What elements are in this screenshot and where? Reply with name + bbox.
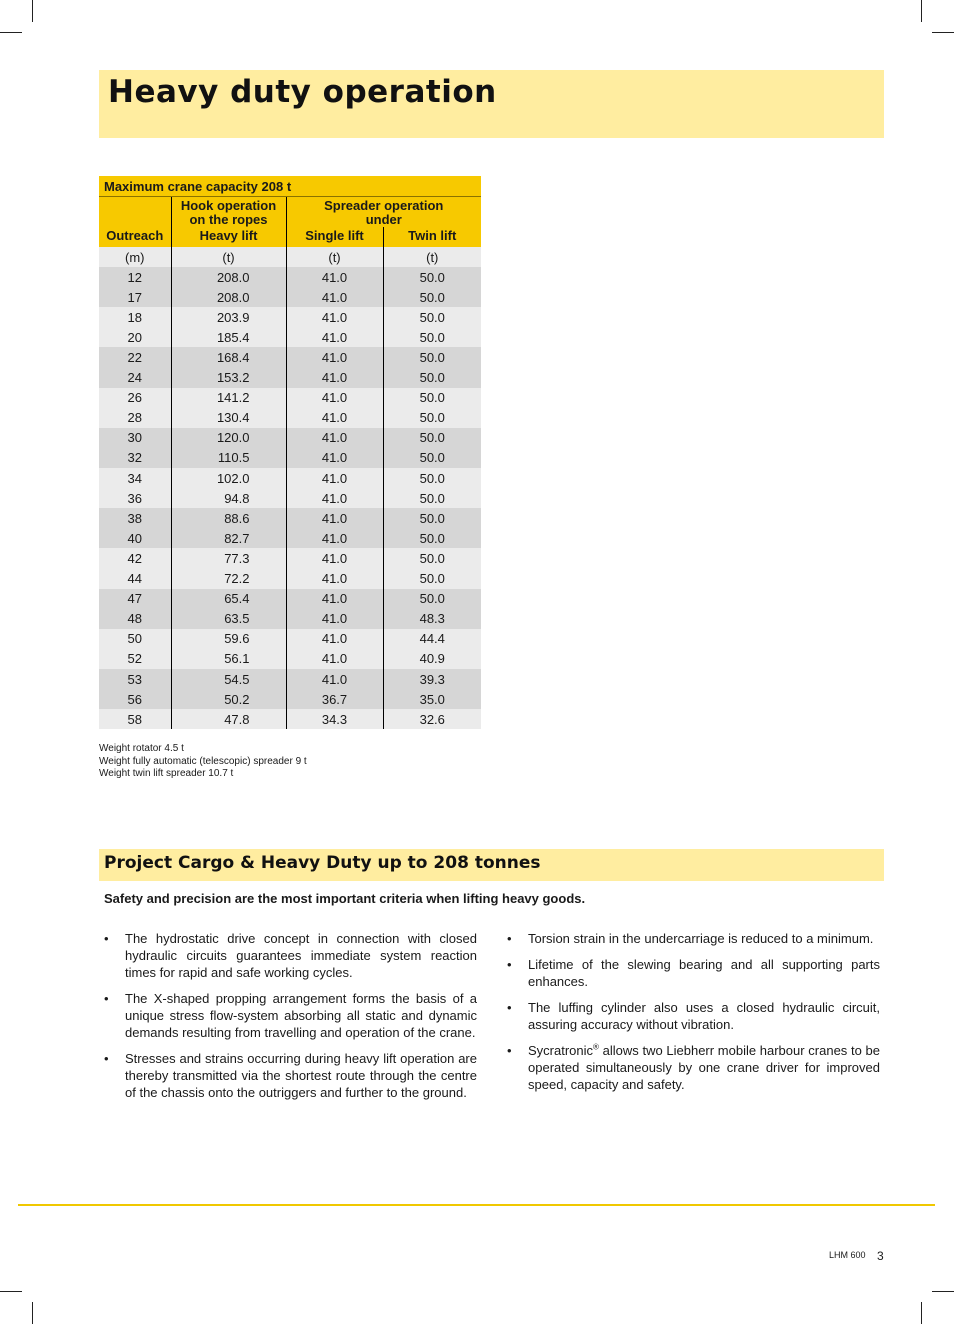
table-cell: 41.0 [286, 669, 383, 689]
table-caption: Maximum crane capacity 208 t [99, 176, 481, 197]
table-cell: 50.0 [383, 267, 481, 287]
table-cell: 40.9 [383, 649, 481, 669]
table-cell: 38 [99, 508, 171, 528]
page-title: Heavy duty operation [108, 74, 497, 110]
table-row [99, 609, 481, 629]
heavy-lift-value: 153.2 [216, 370, 250, 386]
heavy-lift-value: 72.2 [224, 571, 250, 587]
intro-text: Safety and precision are the most important criteria when lifting heavy goods. [104, 891, 586, 906]
list-item: • Torsion strain in the undercarriage is reduced to a minimum. [507, 930, 880, 947]
table-cell: 28 [99, 408, 171, 428]
table-cell [171, 709, 286, 729]
registered-mark: ® [593, 1042, 599, 1052]
table-cell [171, 609, 286, 629]
table-cell [171, 267, 286, 287]
table-cell [171, 548, 286, 568]
heavy-lift-value: 50.2 [224, 691, 250, 707]
table-row [99, 388, 481, 408]
table-cell: 50.0 [383, 428, 481, 448]
table-cell: 50.0 [383, 327, 481, 347]
table-cell: 58 [99, 709, 171, 729]
table-cell: 41.0 [286, 468, 383, 488]
table-cell: 56 [99, 689, 171, 709]
note-line: Weight twin lift spreader 10.7 t [99, 768, 234, 780]
table-cell [171, 327, 286, 347]
crop-mark [32, 1302, 33, 1324]
table-row [99, 528, 481, 548]
table-cell [171, 629, 286, 649]
table-cell: 26 [99, 388, 171, 408]
table-row [99, 307, 481, 327]
table-cell: 41.0 [286, 307, 383, 327]
table-cell: 41.0 [286, 368, 383, 388]
title-band [99, 70, 884, 138]
table-cell: 41.0 [286, 287, 383, 307]
table-cell: 24 [99, 368, 171, 388]
crop-mark [921, 0, 922, 22]
heavy-lift-value: 168.4 [216, 350, 250, 366]
table-cell: 41.0 [286, 488, 383, 508]
table-cell: 18 [99, 307, 171, 327]
crop-mark [0, 1291, 22, 1292]
list-item: • The hydrostatic drive concept in connection with closed hydraulic circuits guarantees immediate system reaction times for rapid and safe working cycles. [104, 930, 477, 981]
table-cell: 41.0 [286, 508, 383, 528]
table-cell [171, 307, 286, 327]
page-number: 3 [877, 1249, 884, 1263]
section-title: Project Cargo & Heavy Duty up to 208 tonnes [104, 853, 541, 873]
crop-mark [32, 0, 33, 22]
table-cell [171, 508, 286, 528]
table-cell: 36 [99, 488, 171, 508]
table-cell [171, 488, 286, 508]
table-cell: 34.3 [286, 709, 383, 729]
table-cell: 41.0 [286, 548, 383, 568]
heavy-lift-value: 110.5 [217, 450, 250, 466]
table-row [99, 508, 481, 528]
table-cell [171, 448, 286, 468]
heavy-lift-value: 88.6 [224, 510, 250, 526]
heavy-lift-value: 208.0 [216, 269, 250, 285]
header-spreader-operation: Spreader operation under [286, 197, 481, 228]
table-cell [171, 388, 286, 408]
table-row [99, 488, 481, 508]
table-cell: 50.0 [383, 347, 481, 367]
heavy-lift-value: 208.0 [216, 289, 250, 305]
heavy-lift-value: 59.6 [224, 631, 250, 647]
header-hook-operation: Hook operation on the ropes [171, 197, 286, 228]
table-row [99, 408, 481, 428]
unit-cell: (t) [171, 247, 286, 267]
header-outreach: Outreach [99, 227, 171, 247]
table-cell [171, 589, 286, 609]
heavy-lift-value: 102.0 [216, 470, 250, 486]
load-chart-table [99, 176, 481, 729]
table-cell: 32.6 [383, 709, 481, 729]
table-cell: 50.0 [383, 569, 481, 589]
table-cell: 44.4 [383, 629, 481, 649]
table-cell: 41.0 [286, 569, 383, 589]
table-cell: 50.0 [383, 388, 481, 408]
brand-name: Sycratronic [528, 1043, 594, 1058]
crop-mark [932, 1291, 954, 1292]
table-row [99, 287, 481, 307]
table-row [99, 689, 481, 709]
table-cell: 12 [99, 267, 171, 287]
unit-cell: (m) [99, 247, 171, 267]
table-row [99, 468, 481, 488]
heavy-lift-value: 63.5 [224, 611, 250, 627]
table-cell: 36.7 [286, 689, 383, 709]
table-row [99, 649, 481, 669]
table-row [99, 709, 481, 729]
section-band [99, 849, 884, 881]
table-row [99, 327, 481, 347]
table-cell [171, 468, 286, 488]
table-cell: 50.0 [383, 307, 481, 327]
list-item: • Lifetime of the slewing bearing and all supporting parts enhances. [507, 956, 880, 990]
heavy-lift-value: 65.4 [224, 591, 250, 607]
heavy-lift-value: 141.2 [216, 390, 250, 406]
list-item: • The luffing cylinder also uses a closed hydraulic circuit, assuring accuracy without vibration. [507, 999, 880, 1033]
units-row [99, 247, 481, 267]
table-cell [171, 569, 286, 589]
table-row [99, 669, 481, 689]
crop-mark [0, 32, 22, 33]
table-cell: 17 [99, 287, 171, 307]
table-cell: 41.0 [286, 408, 383, 428]
table-cell: 39.3 [383, 669, 481, 689]
heavy-lift-value: 77.3 [224, 550, 250, 566]
table-cell: 50.0 [383, 287, 481, 307]
weight-notes [99, 743, 307, 781]
crop-mark [932, 32, 954, 33]
table-row [99, 589, 481, 609]
table-cell: 40 [99, 528, 171, 548]
table-cell: 34 [99, 468, 171, 488]
table-row [99, 569, 481, 589]
unit-cell: (t) [286, 247, 383, 267]
table-cell: 32 [99, 448, 171, 468]
note-line: Weight rotator 4.5 t [99, 743, 184, 754]
table-cell: 52 [99, 649, 171, 669]
table-cell: 50.0 [383, 488, 481, 508]
table-cell [171, 689, 286, 709]
table-row [99, 448, 481, 468]
table-row [99, 428, 481, 448]
table-cell: 41.0 [286, 528, 383, 548]
crop-mark [921, 1302, 922, 1324]
table-row [99, 267, 481, 287]
header-single-lift: Single lift [286, 227, 383, 247]
table-cell: 47 [99, 589, 171, 609]
sycratronic-text: allows two Liebherr mobile harbour cranes to be operated simultaneously by one crane driver for improved speed, capacity and safety. [528, 1043, 880, 1092]
table-cell: 50.0 [383, 408, 481, 428]
heavy-lift-value: 47.8 [224, 711, 250, 727]
heavy-lift-value: 82.7 [224, 530, 250, 546]
table-cell [171, 368, 286, 388]
unit-cell: (t) [383, 247, 481, 267]
table-cell: 41.0 [286, 388, 383, 408]
table-cell: 50.0 [383, 548, 481, 568]
list-item: • The X-shaped propping arrangement forms the basis of a unique stress flow-system absorbing all static and dynamic demands resulting from travelling and operation of the crane. [104, 990, 477, 1041]
heavy-lift-value: 185.4 [216, 329, 250, 345]
table-cell: 41.0 [286, 609, 383, 629]
header-twin-lift: Twin lift [383, 227, 481, 247]
table-cell [171, 649, 286, 669]
table-cell: 50.0 [383, 589, 481, 609]
list-item-sycratronic [507, 1042, 880, 1093]
heavy-lift-value: 94.8 [224, 490, 250, 506]
table-cell: 22 [99, 347, 171, 367]
table-cell: 41.0 [286, 428, 383, 448]
table-cell: 30 [99, 428, 171, 448]
table-cell: 41.0 [286, 327, 383, 347]
table-cell [171, 347, 286, 367]
table-cell: 35.0 [383, 689, 481, 709]
heavy-lift-value: 56.1 [224, 651, 250, 667]
footer-rule [18, 1204, 935, 1206]
table-cell: 44 [99, 569, 171, 589]
table-cell [171, 408, 286, 428]
table-cell: 42 [99, 548, 171, 568]
table-cell: 50.0 [383, 368, 481, 388]
heavy-lift-value: 54.5 [224, 671, 250, 687]
footer-model: LHM 600 [829, 1250, 866, 1260]
table-cell [171, 287, 286, 307]
table-row [99, 347, 481, 367]
table-row [99, 548, 481, 568]
table-cell: 48 [99, 609, 171, 629]
list-item: • Stresses and strains occurring during heavy lift operation are thereby transmitted via the shortest route through the centre of the chassis onto the outriggers and further to the ground. [104, 1050, 477, 1101]
note-line: Weight fully automatic (telescopic) spreader 9 t [99, 755, 307, 767]
heavy-lift-value: 203.9 [216, 309, 250, 325]
table-cell [171, 669, 286, 689]
table-cell: 50.0 [383, 468, 481, 488]
table-row [99, 629, 481, 649]
left-bullet-list [104, 930, 477, 1110]
table-cell: 48.3 [383, 609, 481, 629]
header-blank [99, 197, 171, 228]
table-cell: 41.0 [286, 629, 383, 649]
table-cell: 41.0 [286, 448, 383, 468]
table-cell: 50.0 [383, 528, 481, 548]
table-cell: 20 [99, 327, 171, 347]
table-cell: 50.0 [383, 508, 481, 528]
right-bullet-list [507, 930, 880, 1102]
heavy-lift-value: 130.4 [216, 410, 250, 426]
table-cell: 53 [99, 669, 171, 689]
table-cell: 41.0 [286, 649, 383, 669]
table-row [99, 368, 481, 388]
table-cell: 41.0 [286, 589, 383, 609]
table-cell: 50 [99, 629, 171, 649]
table-cell [171, 528, 286, 548]
table-cell [171, 428, 286, 448]
header-heavy-lift: Heavy lift [171, 227, 286, 247]
heavy-lift-value: 120.0 [216, 430, 250, 446]
table-cell: 50.0 [383, 448, 481, 468]
table-cell: 41.0 [286, 267, 383, 287]
table-cell: 41.0 [286, 347, 383, 367]
